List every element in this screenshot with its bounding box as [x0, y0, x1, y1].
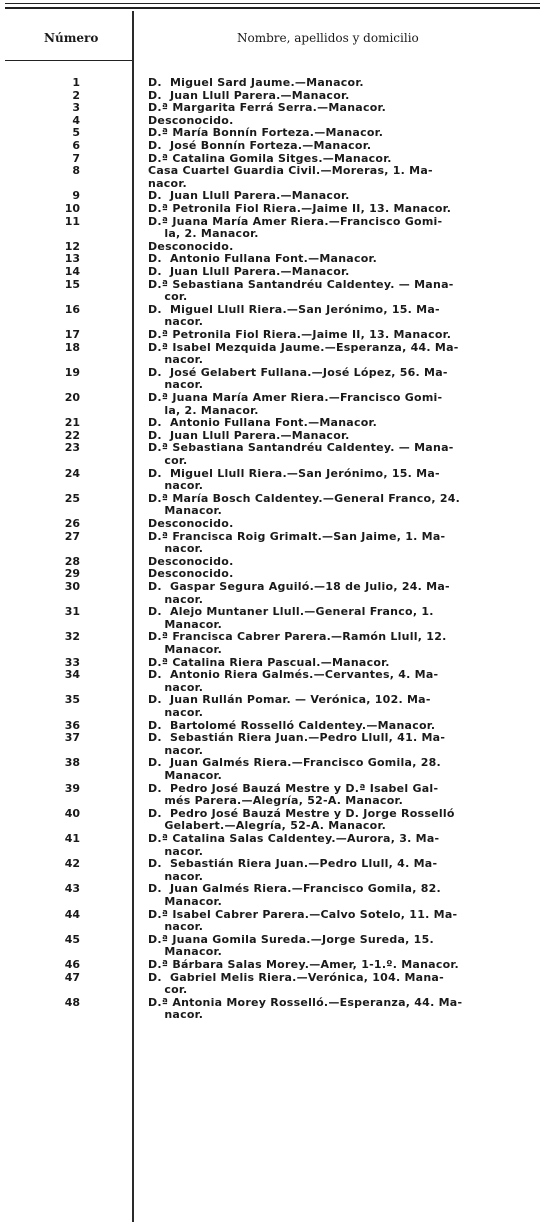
row-entry-line: D.ª Juana Gomila Sureda.—Jorge Sureda, 15. [148, 932, 434, 946]
row-entry-line: D.ª Petronila Fiol Riera.—Jaime II, 13. Manacor. [148, 328, 452, 341]
row-number: 29 [64, 567, 80, 581]
row-number: 11 [64, 214, 80, 228]
row-entry-line: D.ª Isabel Cabrer Parera.—Calvo Sotelo, 11. Ma- [148, 907, 458, 921]
row-number: 6 [72, 139, 80, 152]
row-entry-line: D. Juan Llull Parera.—Manacor. [148, 189, 350, 203]
row-entry-line: la, 2. Manacor. [148, 227, 259, 241]
top-rule [5, 3, 540, 4]
row-number: 17 [64, 328, 80, 341]
row-entry-line: D.ª María Bonnín Forteza.—Manacor. [148, 126, 384, 140]
row-entry-line: D. Miguel Llull Riera.—San Jerónimo, 15. Ma- [148, 302, 440, 316]
row-entry-line: D. Sebastián Riera Juan.—Pedro Llull, 41. Ma- [148, 731, 446, 745]
row-entry-line: Desconocido. [148, 239, 234, 253]
row-number: 15 [64, 277, 80, 291]
header-nombre: Nombre, apellidos y domicilio [237, 31, 419, 45]
row-entry-line: D. Alejo Muntaner Llull.—General Franco, 1. [148, 605, 434, 619]
row-entry-line: Desconocido. [148, 554, 234, 568]
row-number: 48 [64, 995, 80, 1009]
row-entry-line: D.ª Catalina Salas Caldentey.—Aurora, 3. Ma- [148, 832, 440, 845]
row-number: 32 [64, 630, 80, 644]
row-entry-line: D. Pedro José Bauzá Mestre y D.ª Isabel Gal- [148, 781, 439, 795]
row-entry-line: nacor. [148, 920, 204, 934]
row-entry-line: D.ª Francisca Cabrer Parera.—Ramón Llull, 12. [148, 630, 447, 644]
row-number: 41 [64, 832, 80, 845]
row-number: 4 [72, 113, 80, 127]
row-number: 20 [64, 391, 80, 404]
row-number: 37 [64, 731, 80, 745]
header-numero: Número [44, 31, 99, 45]
row-number: 24 [64, 466, 80, 480]
row-number: 31 [64, 605, 80, 619]
row-entry-line: D. Gabriel Melis Riera.—Verónica, 104. Mana- [148, 970, 444, 984]
row-number: 3 [72, 101, 80, 115]
row-number: 14 [64, 265, 80, 278]
row-entry-line: Desconocido. [148, 517, 234, 530]
row-number: 23 [64, 441, 80, 455]
row-number: 10 [64, 202, 80, 215]
row-entry-line: Gelabert.—Alegría, 52-A. Manacor. [148, 819, 387, 833]
row-entry-line: D. Antonio Riera Galmés.—Cervantes, 4. Ma- [148, 668, 439, 682]
row-entry-line: D. Bartolomé Rosselló Caldentey.—Manacor. [148, 718, 436, 732]
top-rule-thick [5, 7, 540, 9]
row-entry-line: Manacor. [148, 768, 223, 782]
row-number: 33 [64, 655, 80, 669]
row-number: 13 [64, 252, 80, 266]
row-entry-line: Desconocido. [148, 113, 234, 127]
row-entry-line: D. José Gelabert Fullana.—José López, 56. Ma- [148, 365, 448, 379]
row-number: 43 [64, 882, 80, 896]
row-entry-line: nacor. [148, 176, 187, 190]
row-entry-line: D. Gaspar Segura Aguiló.—18 de Julio, 24. Ma- [148, 580, 450, 593]
row-number: 25 [64, 491, 80, 505]
row-entry-line: D.ª Juana María Amer Riera.—Francisco Gomi- [148, 391, 443, 404]
row-entry-line: D. Pedro José Bauzá Mestre y D. Jorge Rosselló [148, 806, 455, 820]
row-number: 45 [64, 932, 80, 946]
row-number: 9 [72, 189, 80, 203]
row-number: 44 [64, 907, 80, 921]
row-entry-line: D.ª Antonia Morey Rosselló.—Esperanza, 44. Ma- [148, 995, 463, 1009]
row-entry-line: D.ª Isabel Mezquida Jaume.—Esperanza, 44. Ma- [148, 340, 459, 354]
row-entry-line: nacor. [148, 705, 204, 719]
row-number: 27 [64, 529, 80, 543]
row-number: 22 [64, 428, 80, 442]
row-number: 7 [72, 151, 80, 165]
row-entry-line: nacor. [148, 869, 204, 883]
row-entry-line: nacor. [148, 592, 204, 606]
row-number: 12 [64, 239, 80, 253]
row-entry-line: D.ª Catalina Riera Pascual.—Manacor. [148, 655, 390, 669]
row-entry-line: D. Antonio Fullana Font.—Manacor. [148, 416, 378, 430]
row-entry-line: D.ª Bárbara Salas Morey.—Amer, 1-1.º. Manacor. [148, 958, 459, 971]
row-number: 46 [64, 958, 80, 971]
row-entry-line: cor. [148, 290, 188, 304]
row-entry-line: Manacor. [148, 642, 223, 656]
row-entry-line: D. Juan Llull Parera.—Manacor. [148, 428, 350, 442]
row-entry-line: D.ª Petronila Fiol Riera.—Jaime II, 13. Manacor. [148, 202, 452, 215]
row-number: 21 [64, 416, 80, 430]
row-entry-line: Casa Cuartel Guardia Civil.—Moreras, 1. Ma- [148, 164, 433, 178]
row-number: 30 [64, 580, 80, 593]
row-entry-line: nacor. [148, 743, 204, 757]
row-entry-line: D.ª Catalina Gomila Sitges.—Manacor. [148, 151, 392, 165]
row-entry-line: D. Juan Llull Parera.—Manacor. [148, 88, 350, 102]
row-entry-line: D.ª Juana María Amer Riera.—Francisco Gomi- [148, 214, 443, 228]
row-entry-line: D. Juan Llull Parera.—Manacor. [148, 265, 350, 278]
header-rule [5, 60, 132, 61]
row-number: 40 [64, 806, 80, 820]
row-number: 16 [64, 302, 80, 316]
row-entry-line: Manacor. [148, 945, 223, 959]
row-entry-line: D. Miguel Sard Jaume.—Manacor. [148, 76, 364, 89]
row-entry-line: D. Miguel Llull Riera.—San Jerónimo, 15. Ma- [148, 466, 440, 480]
row-entry-line: nacor. [148, 315, 204, 329]
row-number: 19 [64, 365, 80, 379]
row-entry-line: nacor. [148, 542, 204, 556]
row-number: 42 [64, 857, 80, 871]
row-entry-line: nacor. [148, 378, 204, 392]
row-entry-line: D. Sebastián Riera Juan.—Pedro Llull, 4. Ma- [148, 857, 438, 871]
row-entry-line: Manacor. [148, 894, 223, 908]
row-number: 18 [64, 340, 80, 354]
row-entry-line: nacor. [148, 844, 204, 858]
row-entry-line: nacor. [148, 479, 204, 493]
row-number: 38 [64, 756, 80, 770]
row-entry-line: nacor. [148, 680, 204, 694]
row-entry-line: D.ª María Bosch Caldentey.—General Franco, 24. [148, 491, 461, 505]
row-entry-line: Manacor. [148, 504, 223, 518]
row-entry-line: D. Juan Galmés Riera.—Francisco Gomila, 82. [148, 882, 441, 896]
column-divider [132, 11, 134, 1222]
row-entry-line: D.ª Sebastiana Santandréu Caldentey. — Mana- [148, 277, 454, 291]
row-number: 34 [64, 668, 80, 682]
row-number: 35 [64, 693, 80, 707]
row-number: 36 [64, 718, 80, 732]
row-entry-line: D.ª Sebastiana Santandréu Caldentey. — Mana- [148, 441, 454, 455]
row-entry-line: nacor. [148, 353, 204, 367]
row-entry-line: Manacor. [148, 617, 223, 631]
row-entry-line: D. José Bonnín Forteza.—Manacor. [148, 139, 372, 152]
row-number: 5 [72, 126, 80, 140]
row-number: 8 [72, 164, 80, 178]
row-entry-line: més Parera.—Alegría, 52-A. Manacor. [148, 794, 404, 808]
row-entry-line: cor. [148, 453, 188, 467]
row-entry-line: cor. [148, 983, 188, 997]
row-entry-line: D.ª Francisca Roig Grimalt.—San Jaime, 1. Ma- [148, 529, 446, 543]
row-entry-line: D. Juan Galmés Riera.—Francisco Gomila, 28. [148, 756, 441, 770]
row-number: 26 [64, 517, 80, 530]
row-entry-line: D.ª Margarita Ferrá Serra.—Manacor. [148, 101, 387, 115]
row-number: 47 [64, 970, 80, 984]
row-entry-line: la, 2. Manacor. [148, 403, 259, 417]
row-number: 28 [64, 554, 80, 568]
row-number: 39 [64, 781, 80, 795]
row-entry-line: Desconocido. [148, 567, 234, 581]
row-entry-line: D. Antonio Fullana Font.—Manacor. [148, 252, 378, 266]
row-entry-line: nacor. [148, 1008, 204, 1022]
row-number: 2 [72, 88, 80, 102]
row-number: 1 [72, 76, 80, 89]
row-entry-line: D. Juan Rullán Pomar. — Verónica, 102. Ma- [148, 693, 431, 707]
